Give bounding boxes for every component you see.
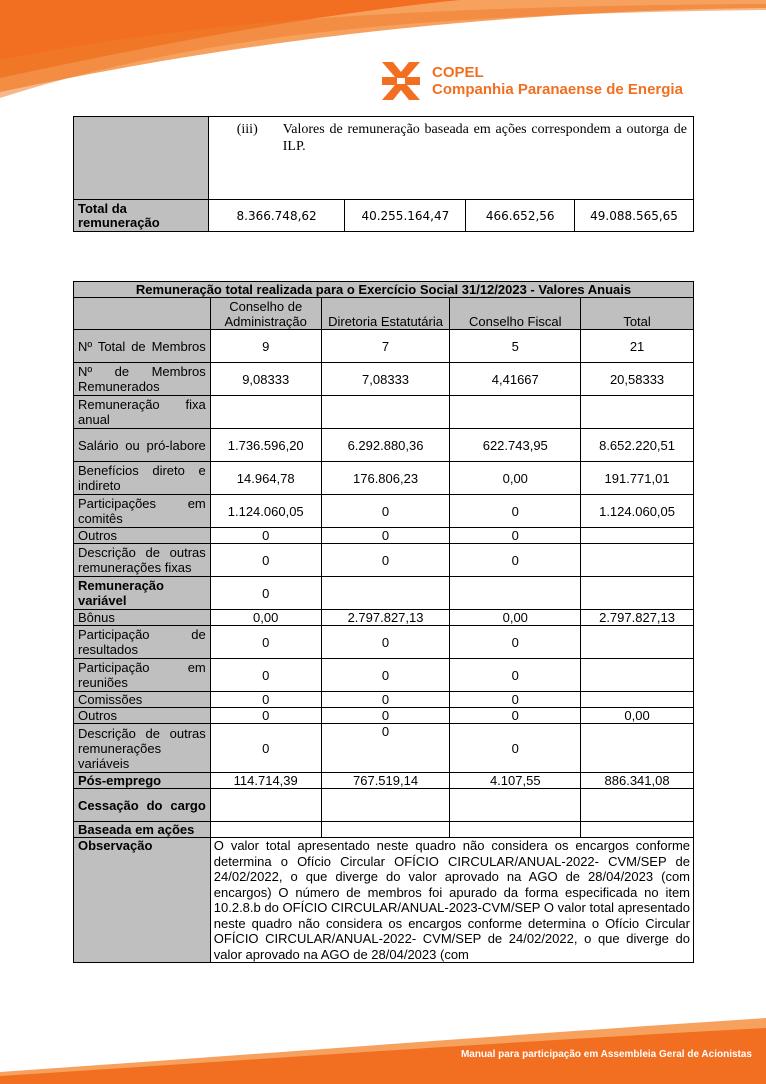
copel-logo-icon	[380, 60, 422, 102]
empty-label-cell	[74, 117, 209, 200]
cell-value	[210, 789, 321, 822]
cell-value: 0	[450, 692, 581, 708]
row-label: Benefícios direto e indireto	[74, 462, 211, 495]
cell-value	[321, 577, 450, 610]
row-label: Remuneração fixa anual	[74, 396, 211, 429]
cell-value: 7,08333	[321, 363, 450, 396]
cell-value: 0	[210, 528, 321, 544]
cell-value: 0	[210, 724, 321, 773]
cell-value: 2.797.827,13	[581, 610, 694, 626]
row-label: Baseada em ações	[74, 822, 211, 838]
row-label: Descrição de outras remunerações fixas	[74, 544, 211, 577]
cell-value	[450, 822, 581, 838]
row-label: Participação de resultados	[74, 626, 211, 659]
column-header: Conselho de Administração	[210, 298, 321, 330]
note-cell	[208, 117, 693, 200]
cell-value	[581, 789, 694, 822]
brand-name	[432, 64, 683, 98]
cell-value: 0,00	[581, 708, 694, 724]
cell-value: 622.743,95	[450, 429, 581, 462]
cell-value: 0	[210, 659, 321, 692]
remuneration-continuation-table	[73, 116, 694, 232]
note-text: Valores de remuneração baseada em ações correspondem a outorga de ILP.	[282, 122, 687, 154]
cell-value: 0,00	[210, 610, 321, 626]
cell-value: 0	[210, 577, 321, 610]
cell-value: 0,00	[450, 610, 581, 626]
cell-value: 0	[321, 692, 450, 708]
row-label: Outros	[74, 708, 211, 724]
row-label: Nº Total de Membros	[74, 330, 211, 363]
observation-label: Observação	[74, 838, 211, 963]
cell-value: 1.124.060,05	[581, 495, 694, 528]
observation-cell	[210, 838, 693, 963]
column-header: Conselho Fiscal	[450, 298, 581, 330]
cell-value	[210, 822, 321, 838]
cell-value: 1.124.060,05	[210, 495, 321, 528]
cell-value: 0	[450, 659, 581, 692]
total-value: 8.366.748,62	[208, 200, 345, 232]
row-label: Comissões	[74, 692, 211, 708]
cell-value: 886.341,08	[581, 773, 694, 789]
column-header: Diretoria Estatutária	[321, 298, 450, 330]
cell-value	[450, 577, 581, 610]
total-label: Total da remuneração	[74, 200, 209, 232]
cell-value: 21	[581, 330, 694, 363]
cell-value: 114.714,39	[210, 773, 321, 789]
cell-value	[581, 528, 694, 544]
cell-value: 0	[321, 659, 450, 692]
remuneration-2023-table	[73, 281, 694, 963]
cell-value	[210, 396, 321, 429]
cell-value	[450, 789, 581, 822]
brand-short: COPEL	[432, 64, 484, 81]
cell-value: 0	[321, 724, 450, 773]
cell-value: 0	[450, 528, 581, 544]
row-label: Descrição de outras remunerações variáveis	[74, 724, 211, 773]
cell-value	[581, 659, 694, 692]
total-value: 40.255.164,47	[345, 200, 466, 232]
note-number: (iii)	[236, 122, 258, 137]
cell-value	[581, 544, 694, 577]
cell-value: 0	[210, 708, 321, 724]
cell-value	[450, 396, 581, 429]
cell-value: 4,41667	[450, 363, 581, 396]
footer-swoosh	[0, 1010, 766, 1084]
row-label: Salário ou pró-labore	[74, 429, 211, 462]
row-label: Participação em reuniões	[74, 659, 211, 692]
cell-value: 0,00	[450, 462, 581, 495]
header-empty	[74, 298, 211, 330]
row-label: Remuneração variável	[74, 577, 211, 610]
row-label: Cessação do cargo	[74, 789, 211, 822]
row-label: Pós-emprego	[74, 773, 211, 789]
cell-value	[321, 789, 450, 822]
cell-value	[581, 724, 694, 773]
column-header: Total	[581, 298, 694, 330]
cell-value: 0	[450, 544, 581, 577]
cell-value	[581, 626, 694, 659]
cell-value	[581, 396, 694, 429]
cell-value: 20,58333	[581, 363, 694, 396]
cell-value: 7	[321, 330, 450, 363]
cell-value	[581, 822, 694, 838]
cell-value: 0	[450, 495, 581, 528]
cell-value: 0	[210, 626, 321, 659]
cell-value: 191.771,01	[581, 462, 694, 495]
total-value: 466.652,56	[466, 200, 575, 232]
cell-value: 0	[321, 626, 450, 659]
cell-value: 0	[210, 544, 321, 577]
cell-value: 0	[321, 528, 450, 544]
cell-value: 0	[321, 708, 450, 724]
cell-value: 9,08333	[210, 363, 321, 396]
cell-value: 0	[321, 544, 450, 577]
cell-value	[321, 822, 450, 838]
observation-text: O valor total apresentado neste quadro não considera os encargos conforme determina o Ofício Circular OFÍCIO CIRCULAR/ANUAL-2022- CVM/SEP de 24/02/2022, o que diverge do valor aprovado na AGO de 28/04/2023 (com encargos) O número de membros foi apurado da forma especificada no item 10.2.8.b do OFÍCIO CIRCULAR/ANUAL-2023-CVM/SEP O valor total apresentado neste quadro não considera os encargos conforme determina o Ofício Circular OFÍCIO CIRCULAR/ANUAL-2022- CVM/SEP de 24/02/2022, o que diverge do valor aprovado na AGO de 28/04/2023 (com	[213, 838, 690, 962]
cell-value: 0	[450, 724, 581, 773]
cell-value	[581, 692, 694, 708]
cell-value: 0	[210, 692, 321, 708]
cell-value: 14.964,78	[210, 462, 321, 495]
footer-text: Manual para participação em Assembleia Geral de Acionistas	[460, 1049, 752, 1060]
cell-value: 0	[321, 495, 450, 528]
row-label: Participações em comitês	[74, 495, 211, 528]
cell-value	[581, 577, 694, 610]
cell-value: 2.797.827,13	[321, 610, 450, 626]
cell-value: 1.736.596,20	[210, 429, 321, 462]
cell-value: 767.519,14	[321, 773, 450, 789]
cell-value: 8.652.220,51	[581, 429, 694, 462]
cell-value: 9	[210, 330, 321, 363]
table-title: Remuneração total realizada para o Exercício Social 31/12/2023 - Valores Anuais	[74, 282, 694, 298]
cell-value: 4.107,55	[450, 773, 581, 789]
cell-value: 5	[450, 330, 581, 363]
row-label: Bônus	[74, 610, 211, 626]
cell-value: 0	[450, 708, 581, 724]
row-label: Nº de Membros Remunerados	[74, 363, 211, 396]
cell-value: 6.292.880,36	[321, 429, 450, 462]
cell-value: 0	[450, 626, 581, 659]
cell-value	[321, 396, 450, 429]
total-value: 49.088.565,65	[575, 200, 694, 232]
brand-full: Companhia Paranaense de Energia	[432, 81, 683, 98]
row-label: Outros	[74, 528, 211, 544]
cell-value: 176.806,23	[321, 462, 450, 495]
